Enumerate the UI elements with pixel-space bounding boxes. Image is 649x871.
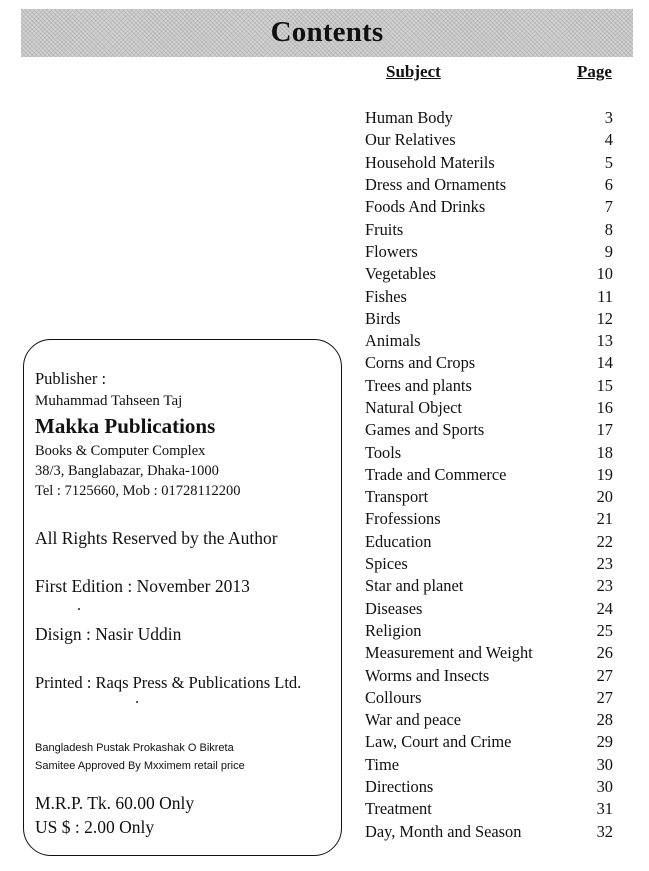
toc-entry (365, 531, 613, 553)
toc-subject: Spices (365, 554, 408, 574)
toc-subject: Fruits (365, 219, 404, 239)
toc-entry (365, 129, 613, 151)
toc-page-number: 25 (596, 620, 613, 640)
toc-page-number: 31 (596, 799, 613, 819)
toc-entry (365, 776, 613, 798)
toc-subject: Flowers (365, 241, 418, 261)
toc-page-number: 9 (604, 241, 613, 261)
toc-subject: Foods And Drinks (365, 197, 486, 217)
toc-page-number: 26 (596, 643, 613, 663)
toc-page-number: 3 (604, 108, 613, 128)
toc-subject: Diseases (365, 598, 423, 618)
publisher-address-line1: Books & Computer Complex (35, 443, 206, 459)
toc-entry (365, 486, 613, 508)
toc-page-number: 13 (596, 331, 613, 351)
toc-subject: Day, Month and Season (365, 821, 522, 841)
toc-subject: Animals (365, 331, 421, 351)
toc-entry (365, 419, 613, 441)
toc-entry (365, 664, 613, 686)
toc-page-number: 28 (596, 710, 613, 730)
rights-statement: All Rights Reserved by the Author (35, 528, 278, 548)
toc-subject: Trees and plants (365, 375, 472, 395)
toc-subject: Household Materils (365, 152, 495, 172)
page-column-header: Page (577, 62, 612, 81)
toc-entry (365, 687, 613, 709)
toc-entry (365, 308, 613, 330)
toc-entry (365, 352, 613, 374)
toc-subject: Time (365, 754, 400, 774)
toc-subject: Religion (365, 620, 422, 640)
toc-subject: Directions (365, 777, 434, 797)
toc-entry (365, 575, 613, 597)
toc-page-number: 5 (604, 152, 613, 172)
toc-subject: Education (365, 531, 432, 551)
toc-page-number: 21 (596, 509, 613, 529)
table-of-contents (365, 107, 613, 843)
design-credit: Disign : Nasir Uddin (35, 624, 182, 644)
subject-column-header: Subject (386, 62, 441, 81)
mrp-price: M.R.P. Tk. 60.00 Only (35, 793, 195, 813)
toc-subject: Birds (365, 308, 401, 328)
toc-entry (365, 642, 613, 664)
toc-page-number: 15 (596, 375, 613, 395)
toc-entry (365, 620, 613, 642)
toc-page-number: 16 (596, 398, 613, 417)
toc-page-number: 17 (596, 420, 613, 440)
toc-subject: Treatment (365, 799, 432, 819)
toc-entry (365, 553, 613, 575)
toc-subject: Star and planet (365, 576, 464, 596)
toc-page-number: 7 (604, 197, 613, 217)
toc-entry (365, 709, 613, 731)
toc-subject: Vegetables (365, 264, 436, 284)
publisher-address-line2: 38/3, Banglabazar, Dhaka-1000 (35, 463, 219, 479)
toc-entry (365, 152, 613, 174)
toc-page-number: 10 (596, 264, 613, 284)
page-title: Contents (270, 16, 384, 48)
toc-page-number: 20 (596, 487, 613, 507)
toc-entry (365, 754, 613, 776)
toc-page-number: 6 (604, 175, 613, 195)
publisher-phone: Tel : 7125660, Mob : 01728112200 (35, 483, 241, 499)
publisher-company: Makka Publications (35, 414, 216, 438)
contents-banner (21, 9, 633, 57)
printer-credit: Printed : Raqs Press & Publications Ltd. (35, 673, 302, 692)
toc-page-number: 12 (596, 308, 613, 328)
toc-subject: Trade and Commerce (365, 464, 507, 484)
toc-entry (365, 174, 613, 196)
toc-page-number: 24 (596, 598, 613, 618)
approval-line1: Bangladesh Pustak Prokashak O Bikreta (35, 742, 234, 754)
toc-entry (365, 731, 613, 753)
stray-dot (78, 608, 80, 610)
toc-page-number: 30 (596, 777, 613, 797)
publisher-label: Publisher : (35, 369, 107, 388)
approval-line2: Samitee Approved By Mxximem retail price (35, 760, 245, 772)
publisher-info-box (23, 339, 342, 856)
toc-entry (365, 798, 613, 820)
toc-page-number: 30 (596, 754, 613, 774)
toc-subject: Fishes (365, 286, 407, 306)
toc-page-number: 14 (596, 353, 613, 373)
toc-page-number: 22 (596, 531, 613, 551)
toc-subject: War and peace (365, 710, 462, 730)
edition-info: First Edition : November 2013 (35, 576, 250, 596)
toc-subject: Worms and Insects (365, 665, 490, 685)
toc-subject: Measurement and Weight (365, 643, 533, 663)
toc-page-number: 4 (604, 130, 613, 150)
toc-subject: Tools (365, 442, 402, 462)
toc-entry (365, 330, 613, 352)
toc-page-number: 32 (596, 821, 613, 841)
toc-page-number: 27 (596, 665, 613, 685)
toc-page-number: 27 (596, 687, 613, 707)
toc-entry (365, 263, 613, 285)
toc-entry (365, 196, 613, 218)
toc-subject: Corns and Crops (365, 353, 476, 373)
toc-page-number: 11 (597, 286, 613, 306)
toc-subject: Our Relatives (365, 130, 456, 150)
toc-subject: Law, Court and Crime (365, 732, 512, 752)
toc-entry (365, 241, 613, 263)
toc-entry (365, 285, 613, 307)
stray-dot (136, 701, 138, 703)
toc-entry (365, 598, 613, 620)
toc-page-number: 29 (596, 732, 613, 752)
toc-entry (365, 397, 613, 419)
toc-subject: Collours (365, 687, 422, 707)
toc-subject: Dress and Ornaments (365, 175, 507, 195)
toc-page-number: 23 (596, 554, 613, 574)
toc-entry (365, 464, 613, 486)
toc-page-number: 23 (596, 576, 613, 596)
usd-price: US $ : 2.00 Only (35, 817, 155, 837)
toc-page-number: 18 (596, 442, 613, 462)
toc-subject: Transport (365, 487, 429, 507)
toc-page-number: 19 (596, 464, 613, 484)
publisher-name: Muhammad Tahseen Taj (35, 393, 183, 409)
toc-entry (365, 375, 613, 397)
toc-entry (365, 107, 613, 129)
toc-entry (365, 218, 613, 240)
toc-subject: Natural Object (365, 398, 462, 417)
toc-entry (365, 821, 613, 843)
toc-subject: Human Body (365, 108, 453, 128)
toc-page-number: 8 (604, 219, 613, 239)
toc-subject: Frofessions (365, 509, 441, 529)
toc-subject: Games and Sports (365, 420, 485, 440)
toc-entry (365, 441, 613, 463)
toc-entry (365, 508, 613, 530)
